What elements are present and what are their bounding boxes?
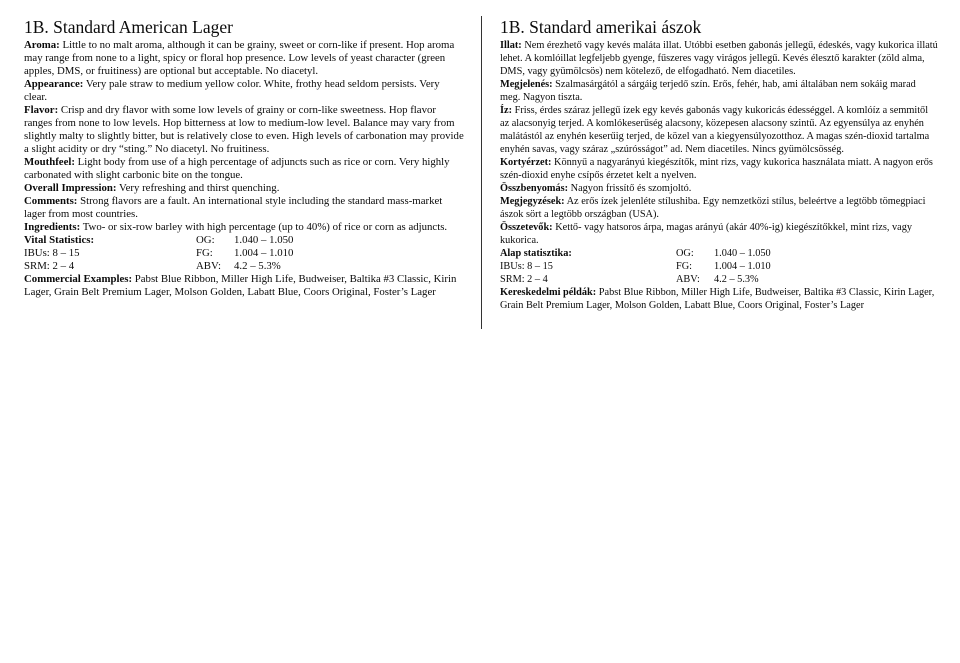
- stats-heading: Alap statisztika:: [500, 248, 572, 259]
- stat-value: 1.004 – 1.010: [714, 261, 771, 272]
- stat-value: 4.2 – 5.3%: [714, 274, 759, 285]
- section-label: Összetevők:: [500, 222, 553, 233]
- stat-value: 4.2 – 5.3%: [234, 260, 281, 272]
- flavor-section: [24, 104, 464, 156]
- comments-section: [500, 195, 938, 221]
- section-label: Megjegyzések:: [500, 196, 565, 207]
- stats-row: [500, 260, 938, 273]
- section-text: Light body from use of a high percentage of adjuncts such as rice or corn. Very highly carbonated with slight carbonic bite on the tongue.: [24, 156, 450, 181]
- section-label: Commercial Examples:: [24, 273, 133, 285]
- stat-left: SRM: 2 – 4: [24, 260, 75, 272]
- commercial-examples-section: [24, 273, 464, 299]
- overall-impression-section: [24, 182, 464, 195]
- section-label: Összbenyomás:: [500, 183, 569, 194]
- stat-key: FG:: [196, 247, 213, 259]
- stats-row: [24, 234, 464, 247]
- section-text: Könnyű a nagyarányú kiegészítők, mint rizs, vagy kukorica használata miatt. A nagyon erős szén-dioxid enyhe csípős érzetet kelt a nyelven.: [500, 157, 933, 181]
- section-text: Nem érezhető vagy kevés maláta illat. Utóbbi esetben gabonás jellegű, édeskés, vagy kukorica illatú lehet. A komlóillat legfeljebb gyenge, fűszeres vagy virágos jellegű. Kevés élesztő karakter (zöld alma, DMS, vagy gyümölcsös) nem kötelező, de elfogadható. Nem diacetiles.: [500, 40, 938, 77]
- section-text: Strong flavors are a fault. An international style including the standard mass-market lager from most countries.: [24, 195, 443, 220]
- section-label: Aroma:: [24, 39, 60, 51]
- section-label: Kereskedelmi példák:: [500, 287, 597, 298]
- flavor-section: [500, 104, 938, 156]
- vital-statistics: [24, 234, 464, 273]
- section-label: Mouthfeel:: [24, 156, 75, 168]
- section-label: Overall Impression:: [24, 182, 117, 194]
- stat-key: OG:: [676, 248, 694, 259]
- section-label: Ingredients:: [24, 221, 81, 233]
- appearance-section: [24, 78, 464, 104]
- stats-heading: Vital Statistics:: [24, 234, 95, 246]
- section-label: Flavor:: [24, 104, 59, 116]
- section-label: Appearance:: [24, 78, 84, 90]
- comments-section: [24, 195, 464, 221]
- section-text: Szalmasárgától a sárgáig terjedő szín. Erős, fehér, hab, ami általában nem sokáig marad meg. Nagyon tiszta.: [500, 79, 916, 103]
- section-text: Two- or six-row barley with high percentage (up to 40%) of rice or corn as adjuncts.: [80, 221, 448, 233]
- mouthfeel-section: [500, 156, 938, 182]
- mouthfeel-section: [24, 156, 464, 182]
- hungarian-column: [500, 17, 938, 312]
- section-label: Comments:: [24, 195, 78, 207]
- section-label: Illat:: [500, 40, 522, 51]
- section-text: Pabst Blue Ribbon, Miller High Life, Budweiser, Baltika #3 Classic, Kirin Lager, Grain Belt Premium Lager, Molson Golden, Labatt Blue, Coors Original, Foster’s Lager: [500, 287, 935, 311]
- stat-value: 1.004 – 1.010: [234, 247, 294, 259]
- stat-left: IBUs: 8 – 15: [24, 247, 80, 259]
- section-text: Pabst Blue Ribbon, Miller High Life, Budweiser, Baltika #3 Classic, Kirin Lager, Grain Belt Premium Lager, Molson Golden, Labatt Blue, Coors Original, Foster’s Lager: [24, 273, 457, 298]
- overall-impression-section: [500, 182, 938, 195]
- stat-left: IBUs: 8 – 15: [500, 261, 553, 272]
- section-label: Íz:: [500, 105, 513, 116]
- stat-value: 1.040 – 1.050: [234, 234, 294, 246]
- section-text: Nagyon frissítő és szomjoltó.: [568, 183, 692, 194]
- english-column: [24, 17, 464, 299]
- section-text: Very pale straw to medium yellow color. White, frothy head seldom persists. Very clear.: [24, 78, 440, 103]
- stats-row: [500, 273, 938, 286]
- section-text: Crisp and dry flavor with some low levels of grainy or corn-like sweetness. Hop flavor ranges from none to low levels. Hop bitterness at low to medium-low level. Balance may vary from slightly malty to slightly bitter, but is relatively close to even. High levels of carbonation may provide a slight acidity or dry “sting.” No diacetyl. No fruitiness.: [24, 104, 464, 155]
- section-text: Kettő- vagy hatsoros árpa, magas arányú (akár 40%-ig) kiegészítőkkel, mint rizs, vagy kukorica.: [500, 222, 913, 246]
- stat-key: FG:: [676, 261, 693, 272]
- section-label: Kortyérzet:: [500, 157, 552, 168]
- section-label: Megjelenés:: [500, 79, 553, 90]
- stat-key: ABV:: [676, 274, 700, 285]
- aroma-section: [24, 39, 464, 78]
- vital-statistics: [500, 247, 938, 286]
- style-title: 1B. Standard amerikai ászok: [500, 17, 702, 37]
- section-text: Friss, érdes száraz jellegű ízek egy kevés gabonás vagy kukoricás édességgel. A komlóíz a semmitől az alacsonyig terjed. A komlókeserűség alacsony, közepesen alacsony szintű. Az egyensúlya az enyhén malátástól az enyhén keserűig terjed, de közel van a kiegyensúlyozotthoz. A magas szén-dioxid tartalma enyhén savas, vagy száraz „szúrósságot” ad. Nem diacetiles. Nincs gyümölcsösség.: [500, 105, 930, 155]
- stat-key: OG:: [196, 234, 215, 246]
- aroma-section: [500, 39, 938, 78]
- section-text: Very refreshing and thirst quenching.: [116, 182, 280, 194]
- commercial-examples-section: [500, 286, 938, 312]
- style-title: 1B. Standard American Lager: [24, 17, 233, 37]
- stats-row: [24, 260, 464, 273]
- stat-key: ABV:: [196, 260, 221, 272]
- stat-left: SRM: 2 – 4: [500, 274, 548, 285]
- section-text: Little to no malt aroma, although it can be grainy, sweet or corn-like if present. Hop aroma may range from none to a light, spicy or floral hop presence. Low levels of yeast character (green apples, DMS, or fruitiness) are optional but acceptable. No diacetyl.: [24, 39, 455, 77]
- ingredients-section: [24, 221, 464, 234]
- stats-row: [24, 247, 464, 260]
- appearance-section: [500, 78, 938, 104]
- stats-row: [500, 247, 938, 260]
- stat-value: 1.040 – 1.050: [714, 248, 771, 259]
- section-text: Az erős ízek jelenléte stílushiba. Egy nemzetközi stílus, beleértve a legtöbb tömegpiaci ászok sört a legtöbb országban (USA).: [500, 196, 926, 220]
- ingredients-section: [500, 221, 938, 247]
- column-divider: [481, 16, 482, 329]
